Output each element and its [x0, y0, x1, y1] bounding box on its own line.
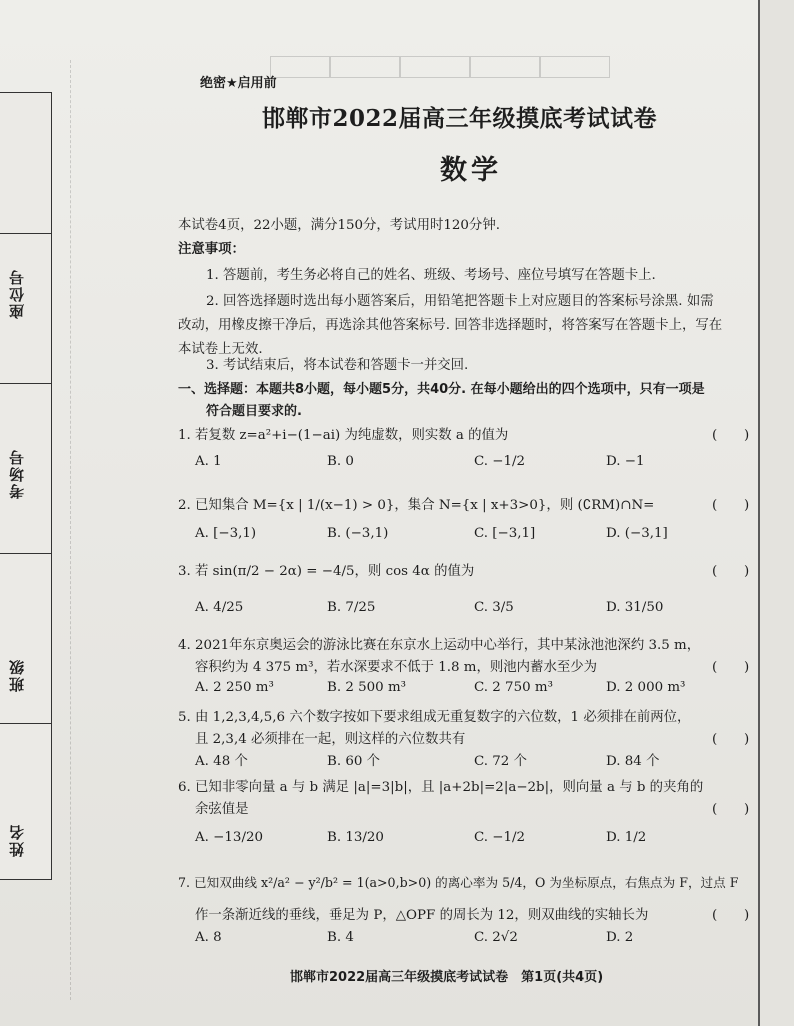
- note-1: 1. 答题前，考生务必将自己的姓名、班级、考场号、座位号填写在答题卡上.: [206, 268, 656, 283]
- intro-line: 本试卷4页，22小题，满分150分，考试用时120分钟.: [178, 218, 500, 233]
- question-3-stem: 3. 若 sin(π/2 − 2α) = −4/5，则 cos 4α 的值为: [178, 564, 475, 579]
- note-2a: 2. 回答选择题时选出每小题答案后，用铅笔把答题卡上对应题目的答案标号涂黑. 如需: [206, 294, 714, 309]
- name-label: 姓名: [8, 823, 26, 857]
- next-page-edge: [758, 0, 794, 1026]
- question-2-stem: 2. 已知集合 M={x | 1/(x−1) > 0}，集合 N={x | x+3>0}，则 (∁RM)∩N=: [178, 498, 655, 513]
- binding-divider: [0, 383, 52, 384]
- q1-option-c: C. −1/2: [474, 454, 526, 469]
- binding-divider: [0, 553, 52, 554]
- question-4-stem-cont: 容积约为 4 375 m³，若水深要求不低于 1.8 m，则池内蓄水至少为: [195, 660, 598, 675]
- q2-option-c: C. [−3,1]: [474, 526, 536, 541]
- class-label: 班级: [8, 658, 26, 692]
- answer-paren: ( ): [712, 908, 750, 923]
- q7-option-b: B. 4: [327, 930, 354, 945]
- question-4-stem: 4. 2021年东京奥运会的游泳比赛在东京水上运动中心举行，其中某泳池池深约 3.5 m，: [178, 638, 701, 653]
- q7-option-a: A. 8: [195, 930, 222, 945]
- q5-option-d: D. 84 个: [606, 754, 660, 769]
- answer-paren: ( ): [712, 732, 750, 747]
- fold-line: [70, 60, 71, 1000]
- q4-option-d: D. 2 000 m³: [606, 680, 686, 695]
- seat-number-label: 座位号: [8, 268, 26, 319]
- question-6-stem-cont: 余弦值是: [195, 802, 249, 817]
- q7-option-d: D. 2: [606, 930, 634, 945]
- q3-option-d: D. 31/50: [606, 600, 664, 615]
- note-3: 3. 考试结束后，将本试卷和答题卡一并交回.: [206, 358, 469, 373]
- q2-option-a: A. [−3,1): [195, 526, 257, 541]
- q6-option-b: B. 13/20: [327, 830, 384, 845]
- section-heading-cont: 符合题目要求的.: [206, 404, 302, 419]
- question-7-stem-cont: 作一条渐近线的垂线，垂足为 P，△OPF 的周长为 12，则双曲线的实轴长为: [195, 908, 649, 923]
- q4-option-b: B. 2 500 m³: [327, 680, 407, 695]
- binding-column: [0, 92, 52, 880]
- binding-divider: [0, 233, 52, 234]
- q4-option-a: A. 2 250 m³: [195, 680, 274, 695]
- q3-option-b: B. 7/25: [327, 600, 376, 615]
- q2-option-b: B. (−3,1): [327, 526, 389, 541]
- q1-option-d: D. −1: [606, 454, 645, 469]
- answer-paren: ( ): [712, 802, 750, 817]
- q7-option-c: C. 2√2: [474, 930, 518, 945]
- q1-option-a: A. 1: [195, 454, 222, 469]
- answer-paren: ( ): [712, 428, 750, 443]
- q1-option-b: B. 0: [327, 454, 354, 469]
- notice-heading: 注意事项：: [178, 242, 245, 257]
- exam-title: 邯郸市2022届高三年级摸底考试试卷: [262, 105, 658, 132]
- note-2c: 本试卷上无效.: [178, 342, 263, 357]
- exam-room-label: 考场号: [8, 448, 26, 499]
- question-5-stem-cont: 且 2,3,4 必须排在一起，则这样的六位数共有: [195, 732, 466, 747]
- q6-option-a: A. −13/20: [195, 830, 263, 845]
- q3-option-a: A. 4/25: [195, 600, 244, 615]
- q6-option-d: D. 1/2: [606, 830, 647, 845]
- note-2b: 改动，用橡皮擦干净后，再选涂其他答案标号. 回答非选择题时，将答案写在答题卡上，写在: [178, 318, 723, 333]
- question-7-stem: 7. 已知双曲线 x²/a² − y²/b² = 1(a>0,b>0) 的离心率为 5/4，O 为坐标原点，右焦点为 F，过点 F: [178, 875, 739, 890]
- q5-option-a: A. 48 个: [195, 754, 248, 769]
- q2-option-d: D. (−3,1]: [606, 526, 668, 541]
- q3-option-c: C. 3/5: [474, 600, 514, 615]
- q5-option-b: B. 60 个: [327, 754, 381, 769]
- answer-paren: ( ): [712, 660, 750, 675]
- question-5-stem: 5. 由 1,2,3,4,5,6 六个数字按如下要求组成无重复数字的六位数，1 必须排在前两位，: [178, 710, 691, 725]
- answer-paren: ( ): [712, 498, 750, 513]
- page-footer: 邯郸市2022届高三年级摸底考试试卷 第1页(共4页): [290, 970, 604, 985]
- q4-option-c: C. 2 750 m³: [474, 680, 553, 695]
- answer-paren: ( ): [712, 564, 750, 579]
- section-heading: 一、选择题：本题共8小题，每小题5分，共40分. 在每小题给出的四个选项中，只有一项是: [178, 382, 705, 397]
- question-6-stem: 6. 已知非零向量 a 与 b 满足 |a|=3|b|，且 |a+2b|=2|a−2b|，则向量 a 与 b 的夹角的: [178, 780, 704, 795]
- q6-option-c: C. −1/2: [474, 830, 526, 845]
- binding-divider: [0, 723, 52, 724]
- secret-label: 绝密★启用前: [200, 76, 277, 91]
- q5-option-c: C. 72 个: [474, 754, 527, 769]
- subject-title: 数学: [440, 155, 502, 186]
- question-1-stem: 1. 若复数 z=a²+i−(1−ai) 为纯虚数，则实数 a 的值为: [178, 428, 509, 443]
